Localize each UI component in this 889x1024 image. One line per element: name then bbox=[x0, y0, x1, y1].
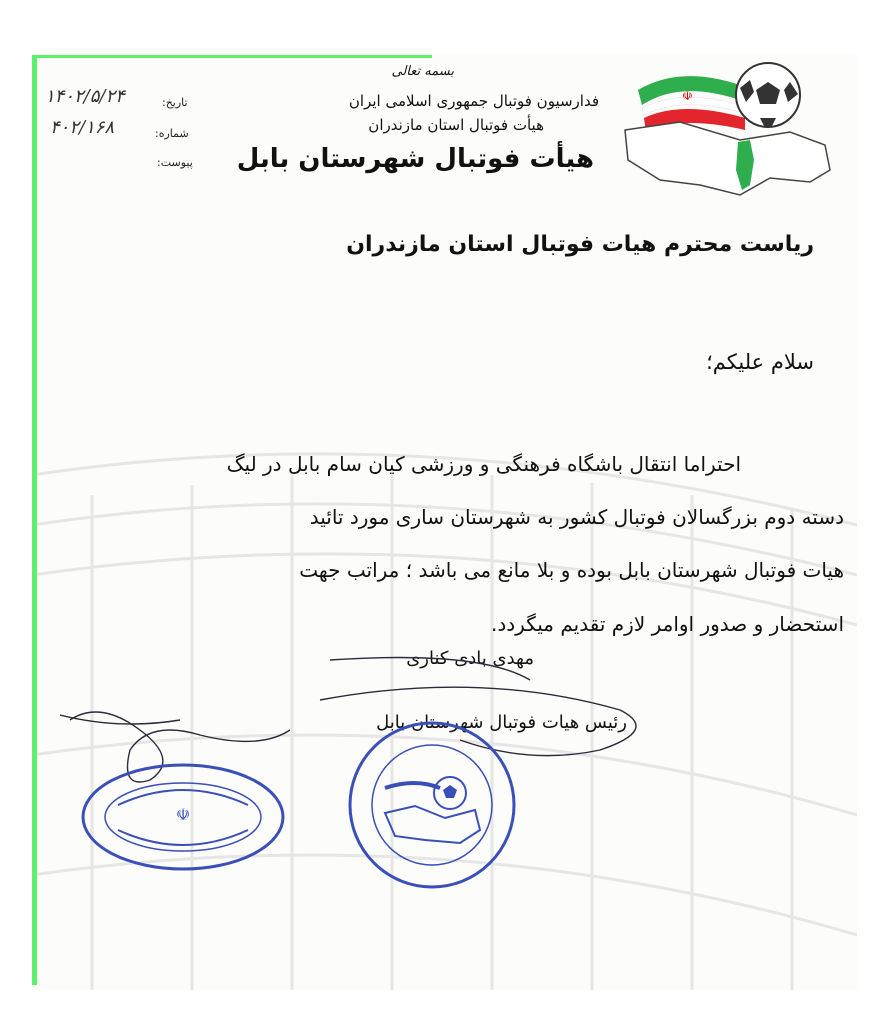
date-value: ۱۴۰۲/۵/۲۴ bbox=[45, 86, 125, 107]
header-province-board: هیأت فوتبال استان مازندران bbox=[368, 116, 544, 134]
number-value: ۴۰۲/۱۶۸ bbox=[50, 117, 115, 138]
body-line-4: استحضار و صدور اوامر لازم تقدیم میگردد. bbox=[491, 612, 844, 636]
green-top-edge bbox=[32, 55, 432, 58]
signer-name: مهدی بادی کناری bbox=[406, 648, 534, 669]
green-edge bbox=[32, 55, 37, 985]
number-label: شماره: bbox=[155, 127, 189, 140]
city-board-stamp bbox=[345, 718, 520, 893]
basmala: بسمه تعالی bbox=[391, 64, 454, 79]
body-line-2: دسته دوم بزرگسالان فوتبال کشور به شهرستان ساری مورد تائید bbox=[309, 505, 844, 529]
education-office-stamp bbox=[78, 760, 288, 875]
body-line-1: احتراما انتقال باشگاه فرهنگی و ورزشی کیان سام بابل در لیگ bbox=[226, 452, 741, 476]
date-label: تاریخ: bbox=[162, 96, 188, 109]
svg-text:☫: ☫ bbox=[682, 89, 693, 103]
federation-logo bbox=[620, 60, 835, 200]
greeting: سلام علیکم؛ bbox=[706, 350, 814, 374]
header-federation: فدارسیون فوتبال جمهوری اسلامی ایران bbox=[348, 92, 599, 110]
svg-text:☫: ☫ bbox=[175, 805, 191, 824]
header-city-board: هیأت فوتبال شهرستان بابل bbox=[236, 144, 594, 174]
signer-title: رئیس هیات فوتبال شهرستان بابل bbox=[376, 712, 627, 733]
attachment-label: پیوست: bbox=[157, 156, 193, 169]
addressee: ریاست محترم هیات فوتبال استان مازندران bbox=[346, 232, 814, 257]
body-line-3: هیات فوتبال شهرستان بابل بوده و بلا مانع می باشد ؛ مراتب جهت bbox=[299, 558, 844, 582]
